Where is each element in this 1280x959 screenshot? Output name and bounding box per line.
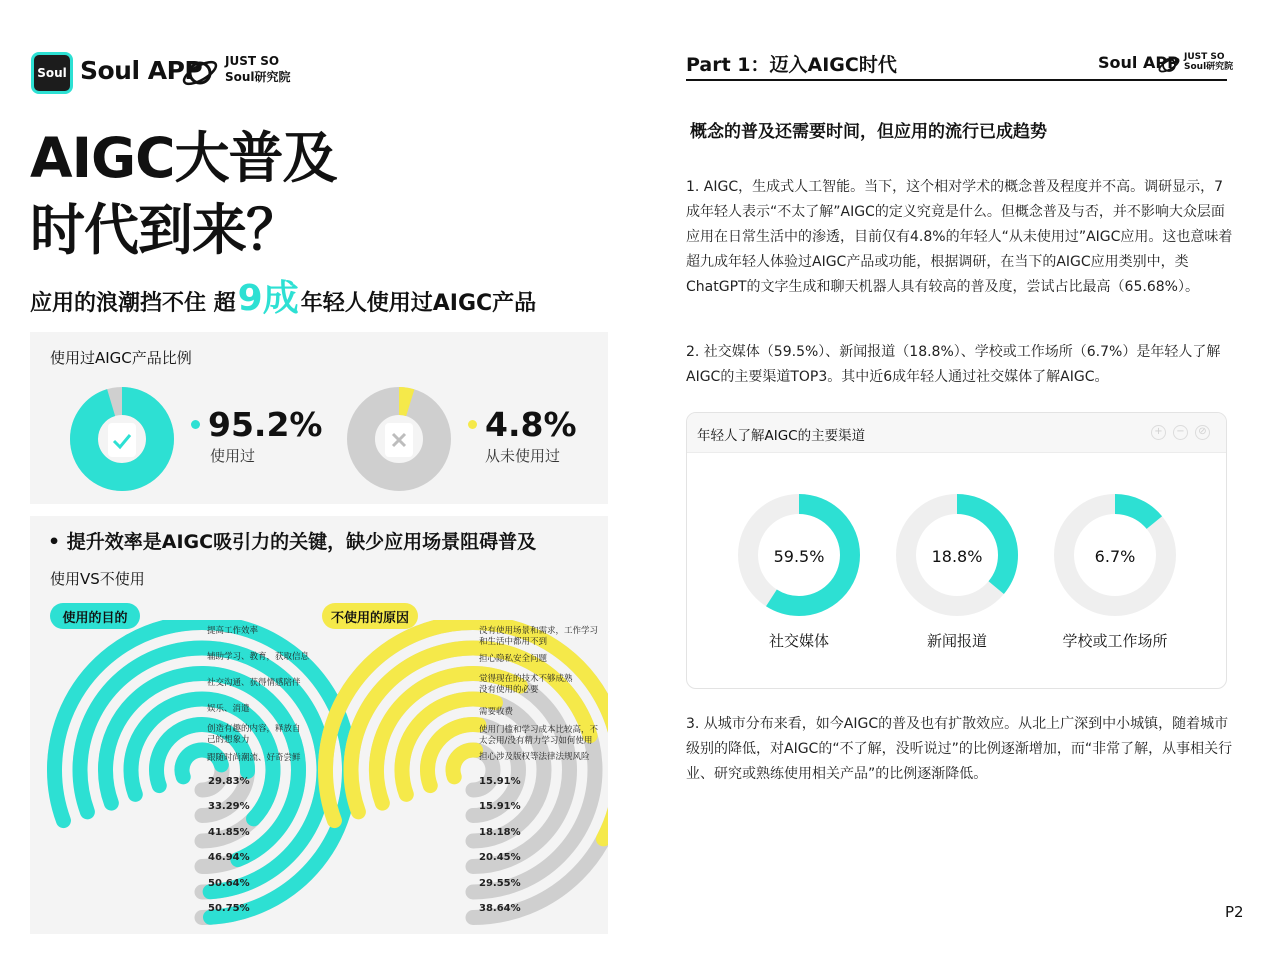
page-number: P2	[1225, 903, 1244, 921]
usage-title: 使用过AIGC产品比例	[50, 349, 192, 367]
channel-label: 学校或工作场所	[1062, 632, 1168, 650]
use-purpose-pill: 使用的目的	[50, 603, 140, 629]
never-donut	[345, 385, 453, 493]
nouse-reason: 担心隐私安全问题	[479, 654, 548, 664]
use-reason: 跟随时尚潮流、好奇尝鲜	[207, 753, 301, 763]
logo-text: Soul	[37, 66, 67, 80]
minus-icon[interactable]: −	[1173, 425, 1188, 440]
purpose-subtitle: 使用VS不使用	[50, 570, 145, 588]
nouse-reason: 没有使用场景和需求，工作学习和生活中都用不到	[479, 626, 599, 647]
use-reason: 娱乐、消遣	[207, 704, 250, 714]
use-value: 50.75%	[208, 903, 250, 914]
used-label: 使用过	[210, 447, 256, 465]
nouse-value: 15.91%	[479, 776, 521, 787]
justso-planet-icon	[180, 53, 220, 93]
paragraph-2: 2. 社交媒体（59.5%）、新闻报道（18.8%）、学校或工作场所（6.7%）是年轻人了解AIGC的主要渠道TOP3。其中近6成年轻人通过社交媒体了解AIGC。	[686, 344, 1221, 385]
plus-icon[interactable]: +	[1151, 425, 1166, 440]
sub-highlight: 9成	[237, 278, 299, 319]
institute-line1: JUST SO	[225, 54, 280, 68]
used-pct: 95.2%	[208, 405, 323, 444]
use-value: 46.94%	[208, 852, 250, 863]
nouse-reason: 需要收费	[479, 707, 514, 717]
clipboard-icon	[108, 423, 136, 457]
channel-pct: 6.7%	[1094, 547, 1136, 566]
channel-pct: 18.8%	[931, 547, 983, 566]
channels-donuts	[687, 453, 1227, 689]
use-reason: 社交沟通、获得情感陪伴	[207, 678, 301, 688]
institute-logo-text	[225, 53, 291, 85]
channels-card	[686, 412, 1227, 689]
channel-label: 社交媒体	[768, 632, 829, 650]
never-pct: 4.8%	[485, 405, 577, 444]
radial-arc	[453, 750, 476, 777]
justso-planet-small-icon	[1157, 53, 1181, 77]
institute-small-line2: Soul研究院	[1184, 62, 1234, 72]
part-title: Part 1：迈入AIGC时代	[686, 54, 897, 76]
nouse-value: 15.91%	[479, 801, 521, 812]
used-donut	[68, 385, 176, 493]
nouse-reason-pill: 不使用的原因	[322, 603, 418, 629]
headline	[30, 122, 337, 266]
close-icon[interactable]: ⊘	[1195, 425, 1210, 440]
use-value: 50.64%	[208, 878, 250, 889]
used-dot	[191, 420, 200, 429]
use-arcs	[54, 623, 349, 918]
nouse-value: 20.45%	[479, 852, 521, 863]
use-value: 33.29%	[208, 801, 250, 812]
brand-small: Soul APP	[1098, 53, 1179, 72]
section-head: 概念的普及还需要时间，但应用的流行已成趋势	[690, 122, 1047, 142]
use-reason: 辅助学习、教育，获取信息	[207, 652, 310, 662]
paragraph-1: 1. AIGC，生成式人工智能。当下，这个相对学术的概念普及程度并不高。调研显示，7成年轻人表示“不太了解”AIGC的定义究竟是什么。但概念普及与否，并不影响大众层面应用在日常生活中的渗透，目前仅有4.8%的年轻人“从未使用过”AIGC应用。这也意味着超九成年轻人体验过AIGC产品或功能，根据调研，在当下的AIGC应用类别中，类ChatGPT的文字生成和聊天机器人具有较高的普及度，尝试占比最高（65.68%）。	[686, 179, 1233, 295]
purpose-title: • 提升效率是AIGC吸引力的关键，缺少应用场景阻碍普及	[48, 531, 537, 553]
channel-label: 新闻报道	[926, 632, 987, 650]
headline-line2: 时代到来？	[30, 198, 301, 262]
sub-before: 应用的浪潮挡不住 超	[30, 291, 236, 316]
never-dot	[468, 420, 477, 429]
nouse-reason: 使用门槛和学习成本比较高，不太会用/没有精力学习如何使用	[479, 725, 599, 746]
institute-small	[1184, 52, 1233, 72]
sub-after: 年轻人使用过AIGC产品	[300, 291, 537, 316]
use-value: 41.85%	[208, 827, 250, 838]
institute-small-line1: JUST SO	[1184, 52, 1225, 62]
nouse-value: 29.55%	[479, 878, 521, 889]
use-reason: 提高工作效率	[207, 626, 259, 636]
purpose-radial-chart	[30, 620, 608, 930]
header-rule	[686, 79, 1227, 81]
headline-line1: AIGC大普及	[30, 126, 337, 190]
use-reason: 创造有趣的内容，释放自己的想象力	[207, 724, 301, 745]
nouse-reason: 觉得现在的技术不够成熟没有使用的必要	[479, 674, 573, 695]
institute-line2: Soul研究院	[225, 70, 291, 84]
use-value: 29.83%	[208, 776, 250, 787]
paragraph-3: 3. 从城市分布来看，如今AIGC的普及也有扩散效应。从北上广深到中小城镇，随着城市级别的降低，对AIGC的“不了解，没听说过”的比例逐渐增加，而“非常了解，从事相关行业、研究或熟练使用相关产品”的比例逐渐降低。	[686, 716, 1233, 782]
nouse-value: 38.64%	[479, 903, 521, 914]
soul-app-logo	[31, 52, 73, 94]
card-title: 年轻人了解AIGC的主要渠道	[697, 428, 866, 444]
nouse-arcs	[326, 622, 609, 917]
nouse-value: 18.18%	[479, 827, 521, 838]
channel-pct: 59.5%	[773, 547, 825, 566]
never-label: 从未使用过	[485, 447, 561, 465]
nouse-reason: 担心涉及版权等法律法规风险	[479, 752, 590, 762]
brand-name: Soul APP	[80, 56, 203, 85]
subheadline	[30, 270, 536, 321]
